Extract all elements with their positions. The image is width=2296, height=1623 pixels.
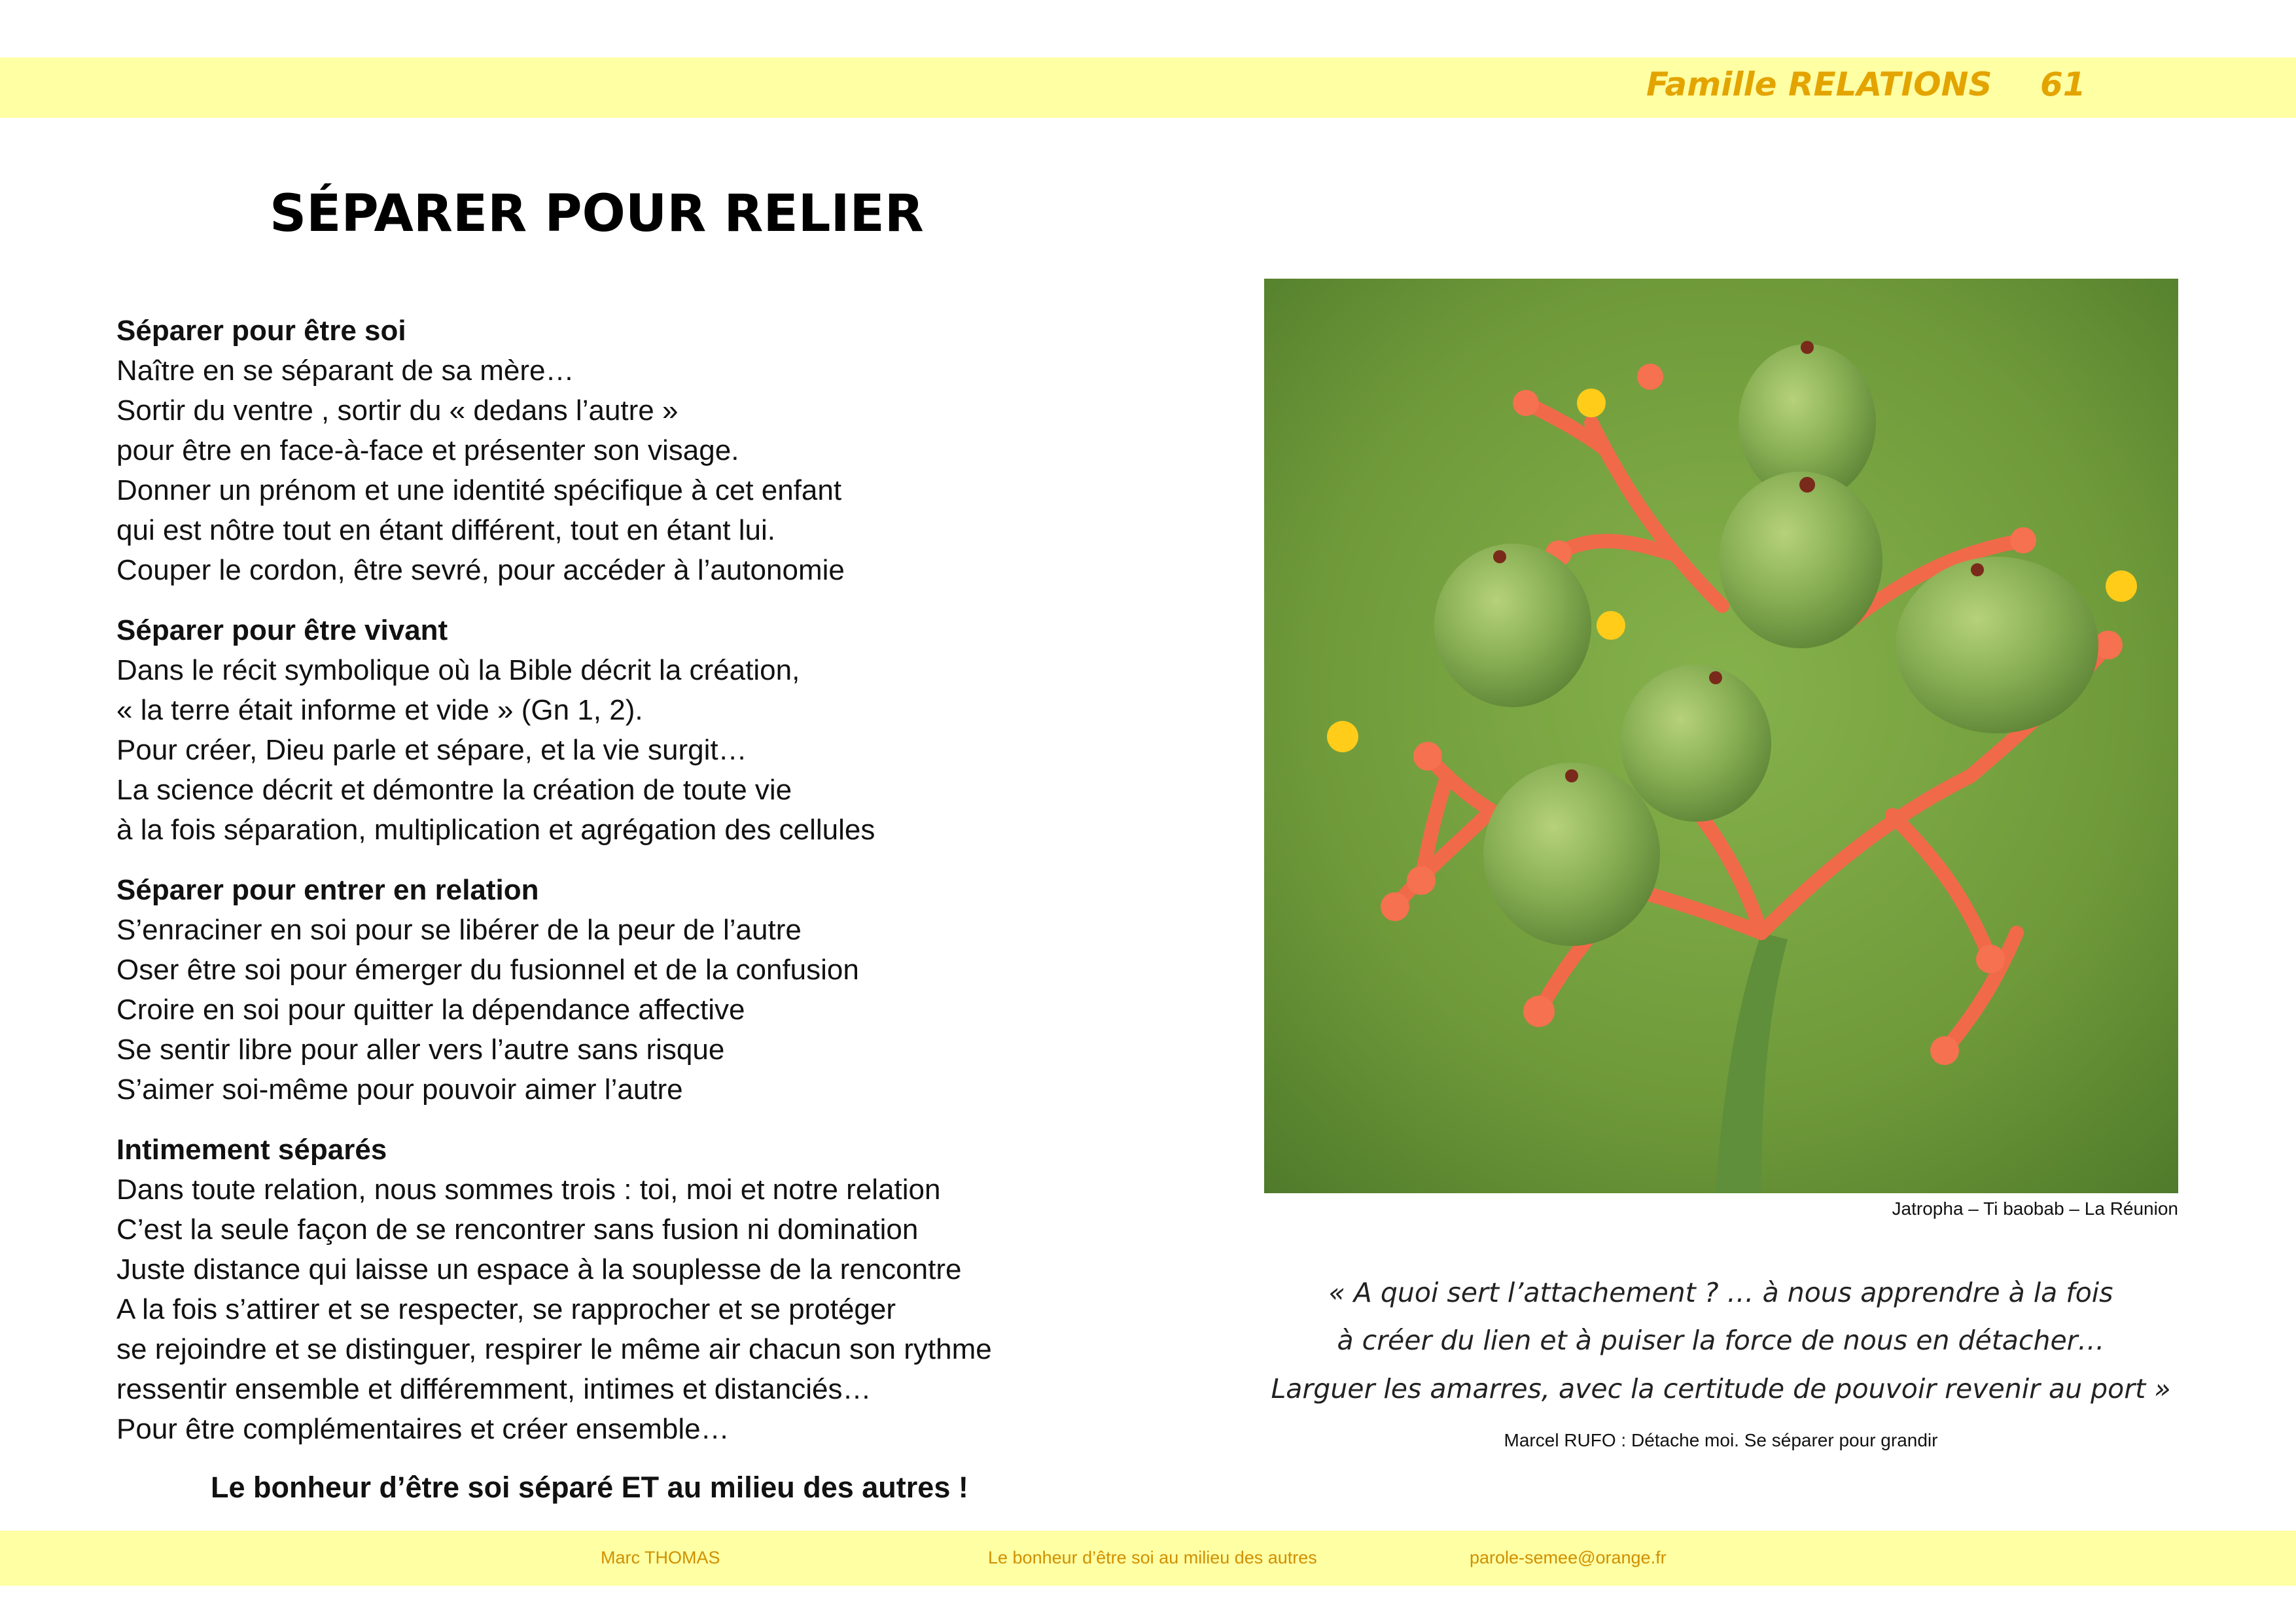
section-label: Famille RELATIONS xyxy=(1646,65,1992,103)
footer-email: parole-semee@orange.fr xyxy=(1470,1548,1667,1567)
text-line: « la terre était informe et vide » (Gn 1, 2). xyxy=(116,694,643,726)
text-line: Dans le récit symbolique où la Bible décrit la création, xyxy=(116,654,800,686)
text-line: S’enraciner en soi pour se libérer de la peur de l’autre xyxy=(116,914,802,946)
text-line: à la fois séparation, multiplication et agrégation des cellules xyxy=(116,814,875,846)
text-line: S’aimer soi-même pour pouvoir aimer l’autre xyxy=(116,1073,683,1106)
section-heading: Intimement séparés xyxy=(116,1134,387,1166)
text-line: Oser être soi pour émerger du fusionnel et de la confusion xyxy=(116,954,859,986)
text-line: Couper le cordon, être sevré, pour accéder à l’autonomie xyxy=(116,554,845,586)
text-line: C’est la seule façon de se rencontrer sans fusion ni domination xyxy=(116,1213,919,1246)
footer-book-title: Le bonheur d’être soi au milieu des autres xyxy=(988,1548,1317,1567)
quote-line: à créer du lien et à puiser la force de nous en détacher… xyxy=(1337,1325,2105,1356)
text-line: Sortir du ventre , sortir du « dedans l’autre » xyxy=(116,394,679,427)
text-line: ressentir ensemble et différemment, intimes et distanciés… xyxy=(116,1373,872,1405)
closing-statement: Le bonheur d’être soi séparé ET au milieu des autres ! xyxy=(211,1471,968,1504)
text-line: Juste distance qui laisse un espace à la souplesse de la rencontre xyxy=(116,1253,962,1285)
page-number: 61 xyxy=(2040,65,2086,103)
text-line: Naître en se séparant de sa mère… xyxy=(116,355,574,387)
text-line: Croire en soi pour quitter la dépendance affective xyxy=(116,994,745,1026)
text-line: Donner un prénom et une identité spécifique à cet enfant xyxy=(116,474,842,506)
quote-attribution: Marcel RUFO : Détache moi. Se séparer pour grandir xyxy=(1504,1430,1938,1450)
text-line: La science décrit et démontre la création de toute vie xyxy=(116,774,792,806)
text-line: Pour créer, Dieu parle et sépare, et la vie surgit… xyxy=(116,734,747,766)
text-line: qui est nôtre tout en étant différent, tout en étant lui. xyxy=(116,514,775,546)
page-title: SÉPARER POUR RELIER xyxy=(270,184,924,243)
jatropha-photo xyxy=(1264,279,2178,1193)
footer-author: Marc THOMAS xyxy=(601,1548,720,1567)
text-line: Dans toute relation, nous sommes trois : toi, moi et notre relation xyxy=(116,1174,941,1206)
section-heading: Séparer pour être vivant xyxy=(116,614,448,646)
section-heading: Séparer pour entrer en relation xyxy=(116,874,539,906)
section-heading: Séparer pour être soi xyxy=(116,315,406,347)
text-line: A la fois s’attirer et se respecter, se rapprocher et se protéger xyxy=(116,1293,896,1325)
jatropha-illustration xyxy=(1264,279,2178,1193)
quote-line: Larguer les amarres, avec la certitude de pouvoir revenir au port » xyxy=(1271,1373,2171,1405)
text-line: se rejoindre et se distinguer, respirer le même air chacun son rythme xyxy=(116,1333,992,1365)
quote-line: « A quoi sert l’attachement ? … à nous apprendre à la fois xyxy=(1328,1277,2113,1308)
text-line: Se sentir libre pour aller vers l’autre sans risque xyxy=(116,1034,725,1066)
photo-caption: Jatropha – Ti baobab – La Réunion xyxy=(1892,1198,2178,1219)
text-line: Pour être complémentaires et créer ensemble… xyxy=(116,1413,730,1445)
text-line: pour être en face-à-face et présenter son visage. xyxy=(116,434,739,466)
